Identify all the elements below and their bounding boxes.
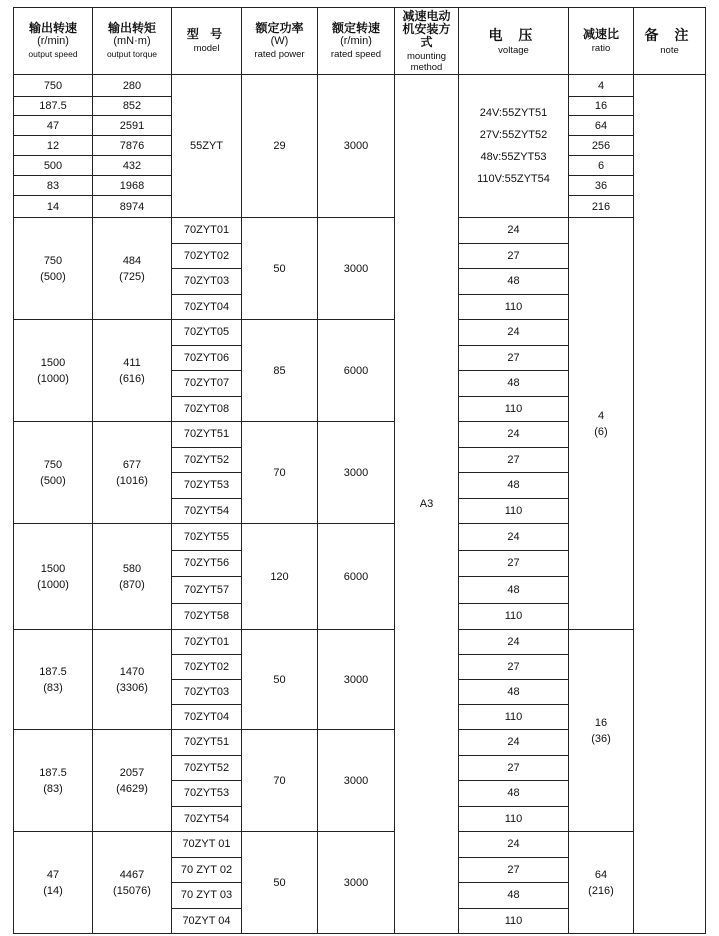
voltage-cell: 110 [459,705,569,730]
rated-power-cell: 50 [242,218,318,320]
output-torque-sub: (725) [119,270,145,283]
rated-speed-cell: 3000 [318,75,395,218]
output-speed-main: 47 [46,868,60,881]
output-torque-main: 4467 [119,868,145,881]
voltage-cell: 27 [459,755,569,781]
voltage-cell: 48 [459,577,569,604]
voltage-cell: 27 [459,655,569,680]
rated-speed-cell: 3000 [318,630,395,730]
model-cell: 70ZYT02 [172,243,242,269]
voltage-model-line: 110V:55ZYT54 [477,173,550,185]
output-speed-cell [14,730,93,832]
model-cell: 70ZYT05 [172,320,242,346]
model-cell: 70 ZYT 03 [172,883,242,909]
model-cell: 70ZYT53 [172,781,242,807]
rated-power-cell: 70 [242,422,318,524]
output-torque-cell [93,832,172,934]
output-speed-cell: 14 [14,196,93,218]
voltage-cell: 110 [459,294,569,320]
rated-speed-cell: 3000 [318,832,395,934]
model-cell: 70ZYT06 [172,345,242,371]
rated-speed-cell: 3000 [318,218,395,320]
output-torque-cell [93,218,172,320]
output-speed-cell [14,320,93,422]
ratio-block-sub: (6) [594,425,608,438]
model-cell: 70ZYT54 [172,806,242,832]
table-row [14,832,706,858]
rated-power-cell: 70 [242,730,318,832]
ratio-cell: 4 [569,75,634,97]
ratio-block-sub: (36) [591,732,611,745]
voltage-cell: 27 [459,447,569,473]
voltage-cell: 110 [459,498,569,524]
model-cell: 70ZYT 01 [172,832,242,858]
model-cell: 70ZYT52 [172,447,242,473]
output-torque-cell: 852 [93,97,172,116]
output-torque-cell: 280 [93,75,172,97]
ratio-cell: 6 [569,156,634,176]
output-speed-sub: (83) [43,681,63,694]
output-torque-cell: 7876 [93,136,172,156]
output-speed-sub: (500) [40,270,66,283]
output-speed-main: 187.5 [39,766,67,779]
voltage-cell: 24 [459,832,569,858]
header-note: 备 注 note [634,8,706,75]
rated-power-cell: 85 [242,320,318,422]
output-torque-cell: 2591 [93,116,172,136]
output-speed-main: 187.5 [39,665,67,678]
model-cell: 70ZYT 04 [172,908,242,934]
output-speed-cell: 47 [14,116,93,136]
header-output-speed: 输出转速 (r/min) output speed [14,8,93,75]
voltage-cell: 27 [459,857,569,883]
voltage-cell: 48 [459,781,569,807]
voltage-cell: 24 [459,630,569,655]
output-speed-cell [14,422,93,524]
voltage-cell: 24 [459,730,569,756]
output-torque-cell [93,730,172,832]
voltage-model-line: 48v:55ZYT53 [480,151,547,163]
model-cell: 70ZYT01 [172,630,242,655]
ratio-block-main: 4 [597,409,605,422]
ratio-block-main: 64 [594,868,608,881]
header-output-torque: 输出转矩 (mN·m) output torque [93,8,172,75]
header-row [14,8,706,75]
ratio-block-cell [569,218,634,630]
spec-sheet [13,7,706,934]
model-cell: 70ZYT57 [172,577,242,604]
model-cell: 70ZYT03 [172,680,242,705]
output-torque-cell: 1968 [93,176,172,196]
motor-spec-table [13,7,706,934]
ratio-cell: 216 [569,196,634,218]
output-torque-cell [93,524,172,630]
voltage-cell: 110 [459,806,569,832]
ratio-block-cell [569,630,634,832]
output-torque-main: 2057 [119,766,145,779]
voltage-cell: 24 [459,218,569,244]
rated-speed-cell: 3000 [318,730,395,832]
model-cell: 70ZYT02 [172,655,242,680]
output-speed-cell: 750 [14,75,93,97]
model-cell: 70ZYT56 [172,550,242,577]
header-rated-speed: 额定转速 (r/min) rated speed [318,8,395,75]
output-torque-sub: (15076) [113,884,151,897]
output-speed-main: 750 [43,458,63,471]
output-torque-sub: (870) [119,578,145,591]
output-speed-sub: (1000) [37,372,69,385]
model-cell: 70ZYT03 [172,269,242,295]
voltage-model-line: 27V:55ZYT52 [479,129,548,141]
voltage-model-cell [459,75,569,218]
voltage-cell: 24 [459,422,569,448]
ratio-cell: 256 [569,136,634,156]
model-cell: 70ZYT01 [172,218,242,244]
rated-power-cell: 29 [242,75,318,218]
output-speed-sub: (83) [43,782,63,795]
output-speed-cell: 500 [14,156,93,176]
model-cell: 70ZYT52 [172,755,242,781]
mounting-method-cell: A3 [395,75,459,934]
rated-power-cell: 50 [242,630,318,730]
voltage-cell: 27 [459,345,569,371]
rated-speed-cell: 6000 [318,524,395,630]
voltage-cell: 48 [459,883,569,909]
output-speed-cell [14,218,93,320]
voltage-cell: 48 [459,269,569,295]
rated-power-cell: 50 [242,832,318,934]
output-speed-sub: (500) [40,474,66,487]
model-cell: 70ZYT51 [172,422,242,448]
table-body [14,75,706,934]
output-torque-main: 484 [122,254,142,267]
model-cell: 70ZYT58 [172,603,242,630]
model-cell: 70 ZYT 02 [172,857,242,883]
voltage-cell: 48 [459,473,569,499]
table-row [14,630,706,655]
voltage-cell: 110 [459,603,569,630]
output-speed-cell: 83 [14,176,93,196]
model-cell: 70ZYT04 [172,294,242,320]
ratio-block-main: 16 [594,716,608,729]
output-speed-cell [14,630,93,730]
output-speed-cell: 187.5 [14,97,93,116]
output-torque-main: 580 [122,562,142,575]
output-speed-main: 1500 [40,562,66,575]
voltage-cell: 110 [459,396,569,422]
model-cell: 70ZYT54 [172,498,242,524]
output-torque-main: 677 [122,458,142,471]
voltage-cell: 48 [459,680,569,705]
output-speed-cell [14,832,93,934]
output-torque-cell: 432 [93,156,172,176]
header-voltage: 电 压 voltage [459,8,569,75]
ratio-block-sub: (216) [588,884,614,897]
output-torque-main: 1470 [119,665,145,678]
output-speed-cell: 12 [14,136,93,156]
rated-speed-cell: 6000 [318,320,395,422]
model-cell: 70ZYT07 [172,371,242,397]
voltage-model-line: 24V:55ZYT51 [479,107,548,119]
output-speed-main: 750 [43,254,63,267]
output-torque-main: 411 [123,356,141,369]
table-row [14,218,706,244]
model-cell: 70ZYT53 [172,473,242,499]
output-speed-sub: (14) [43,884,63,897]
output-torque-sub: (4629) [116,782,148,795]
output-torque-cell [93,630,172,730]
header-mounting-method: 减速电动机安装方式 mounting method [395,8,459,75]
rated-speed-cell: 3000 [318,422,395,524]
output-speed-main: 1500 [40,356,66,369]
voltage-cell: 24 [459,524,569,551]
output-torque-cell [93,422,172,524]
voltage-cell: 110 [459,908,569,934]
header-model: 型 号 model [172,8,242,75]
output-torque-cell: 8974 [93,196,172,218]
voltage-cell: 27 [459,243,569,269]
voltage-cell: 27 [459,550,569,577]
voltage-cell: 24 [459,320,569,346]
ratio-cell: 16 [569,97,634,116]
header-ratio: 减速比 ratio [569,8,634,75]
note-cell [634,75,706,934]
output-torque-sub: (616) [119,372,145,385]
model-cell: 70ZYT51 [172,730,242,756]
ratio-cell: 36 [569,176,634,196]
model-cell: 70ZYT08 [172,396,242,422]
output-speed-sub: (1000) [37,578,69,591]
output-speed-cell [14,524,93,630]
model-cell: 70ZYT04 [172,705,242,730]
output-torque-cell [93,320,172,422]
ratio-cell: 64 [569,116,634,136]
ratio-block-cell [569,832,634,934]
model-cell: 55ZYT [172,75,242,218]
rated-power-cell: 120 [242,524,318,630]
output-torque-sub: (1016) [116,474,148,487]
model-cell: 70ZYT55 [172,524,242,551]
header-rated-power: 额定功率 (W) rated power [242,8,318,75]
output-torque-sub: (3306) [116,681,148,694]
table-row [14,75,706,97]
voltage-cell: 48 [459,371,569,397]
